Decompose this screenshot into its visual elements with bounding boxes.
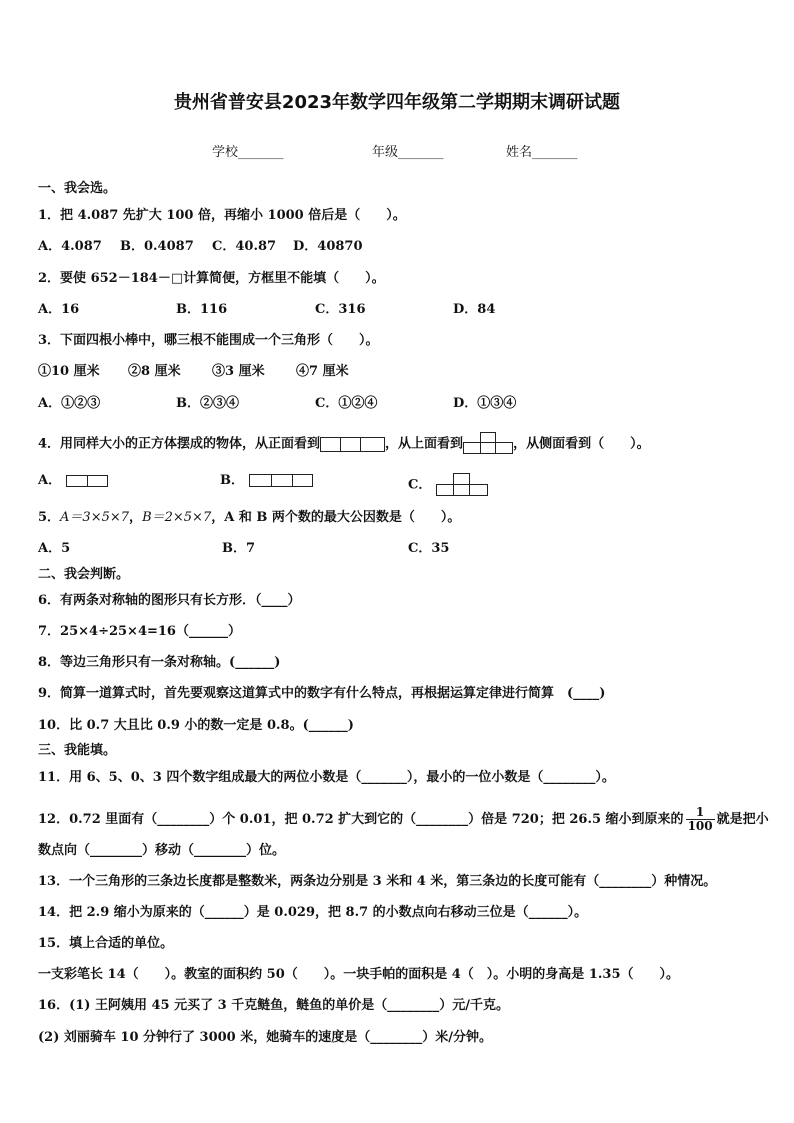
question-12: 12．0.72 里面有（________）个 0.01，把 0.72 扩大到它的（________）倍是 720；把 26.5 缩小到原来的 $\frac{1}{100}$ 就是把小 xyxy=(38,805,769,833)
section-heading-judge: 二、我会判断。 xyxy=(38,567,130,582)
q4-option-b: B． xyxy=(220,473,313,489)
q3-stick-4: ④7 厘米 xyxy=(296,364,349,379)
question-10: 10．比 0.7 大且比 0.9 小的数一定是 0.8。(______) xyxy=(38,718,354,733)
section-heading-choose: 一、我会选。 xyxy=(38,181,117,196)
question-7: 7．25×4÷25×4=16（______） xyxy=(38,624,241,639)
q1-option-b: B．0.4087 xyxy=(120,239,194,254)
q1-option-d: D．40870 xyxy=(293,239,363,254)
question-11: 11．用 6、5、0、3 四个数字组成最大的两位小数是（_______），最小的一位小数是（________）。 xyxy=(38,770,615,785)
question-15: 15．填上合适的单位。 xyxy=(38,936,174,951)
question-4 xyxy=(38,432,650,456)
q5-option-b: B．7 xyxy=(222,541,256,556)
q5-option-a: A．5 xyxy=(38,541,71,556)
option-a-figure xyxy=(66,475,108,487)
q2-option-c: C．316 xyxy=(315,302,366,317)
question-13: 13．一个三角形的三条边长度都是整数米，两条边分别是 3 米和 4 米，第三条边的长度可能有（________）种情况。 xyxy=(38,874,717,889)
expr-a: A＝3×5×7 xyxy=(60,510,130,525)
q5-option-c: C．35 xyxy=(408,541,450,556)
q3-option-c: C．①②④ xyxy=(315,396,378,411)
q2-option-d: D．84 xyxy=(453,302,496,317)
question-5: 5．A＝3×5×7，B＝2×5×7，A 和 B 两个数的最大公因数是（ ）。 xyxy=(38,510,461,525)
front-view-figure xyxy=(320,437,385,452)
q1-option-a: A．4.087 xyxy=(38,239,102,254)
question-14: 14．把 2.9 缩小为原来的（______）是 0.029，把 8.7 的小数点向右移动三位是（______）。 xyxy=(38,905,588,920)
q3-option-d: D．①③④ xyxy=(453,396,517,411)
top-view-figure xyxy=(463,432,513,456)
page-title: 贵州省普安县2023年数学四年级第二学期期末调研试题 xyxy=(173,92,621,113)
q2-option-b: B．116 xyxy=(176,302,228,317)
q2-option-a: A．16 xyxy=(38,302,80,317)
q3-option-a: A．①②③ xyxy=(38,396,101,411)
q4-text-front: 4．用同样大小的正方体摆成的物体，从正面看到 xyxy=(38,436,321,452)
option-b-figure xyxy=(249,474,313,487)
q3-stick-1: ①10 厘米 xyxy=(38,364,100,379)
question-16-part-2: (2) 刘丽骑车 10 分钟行了 3000 米，她骑车的速度是（________）米/分钟。 xyxy=(38,1030,492,1045)
q3-stick-2: ②8 厘米 xyxy=(128,364,181,379)
question-12-line-2: 数点向（________）移动（________）位。 xyxy=(38,843,286,858)
grade-field: 年级_______ xyxy=(372,145,444,160)
name-field: 姓名_______ xyxy=(506,145,578,160)
q3-stick-3: ③3 厘米 xyxy=(212,364,265,379)
question-15-line-2: 一支彩笔长 14（ ）。教室的面积约 50（ ）。一块手帕的面积是 4（ ）。小明的身高是 1.35（ ）。 xyxy=(38,967,679,982)
question-1: 1．把 4.087 先扩大 100 倍，再缩小 1000 倍后是（ ）。 xyxy=(38,208,406,223)
question-3: 3．下面四根小棒中，哪三根不能围成一个三角形（ ）。 xyxy=(38,333,379,348)
q4-option-a: A． xyxy=(38,473,108,489)
fraction-one-hundredth: $\frac{1}{100}$ xyxy=(687,805,713,833)
option-c-figure xyxy=(436,473,488,497)
question-2: 2．要使 652－184－□计算简便，方框里不能填（ ）。 xyxy=(38,271,385,286)
q4-option-c: C． xyxy=(408,473,488,497)
q3-option-b: B．②③④ xyxy=(176,396,239,411)
school-field: 学校_______ xyxy=(212,145,284,160)
expr-b: B＝2×5×7 xyxy=(142,510,212,525)
question-6: 6．有两条对称轴的图形只有长方形．（____） xyxy=(38,593,301,608)
q1-option-c: C．40.87 xyxy=(212,239,277,254)
question-9: 9．简算一道算式时，首先要观察这道算式中的数字有什么特点，再根据运算定律进行简算 (____) xyxy=(38,686,606,701)
q4-text-side: ，从侧面看到（ ）。 xyxy=(513,436,650,452)
q4-text-top: ，从上面看到 xyxy=(385,436,464,452)
section-heading-fill: 三、我能填。 xyxy=(38,743,117,758)
question-16-part-1: 16．(1) 王阿姨用 45 元买了 3 千克鲢鱼，鲢鱼的单价是（________）元/千克。 xyxy=(38,998,509,1013)
question-8: 8．等边三角形只有一条对称轴。(______) xyxy=(38,655,281,670)
